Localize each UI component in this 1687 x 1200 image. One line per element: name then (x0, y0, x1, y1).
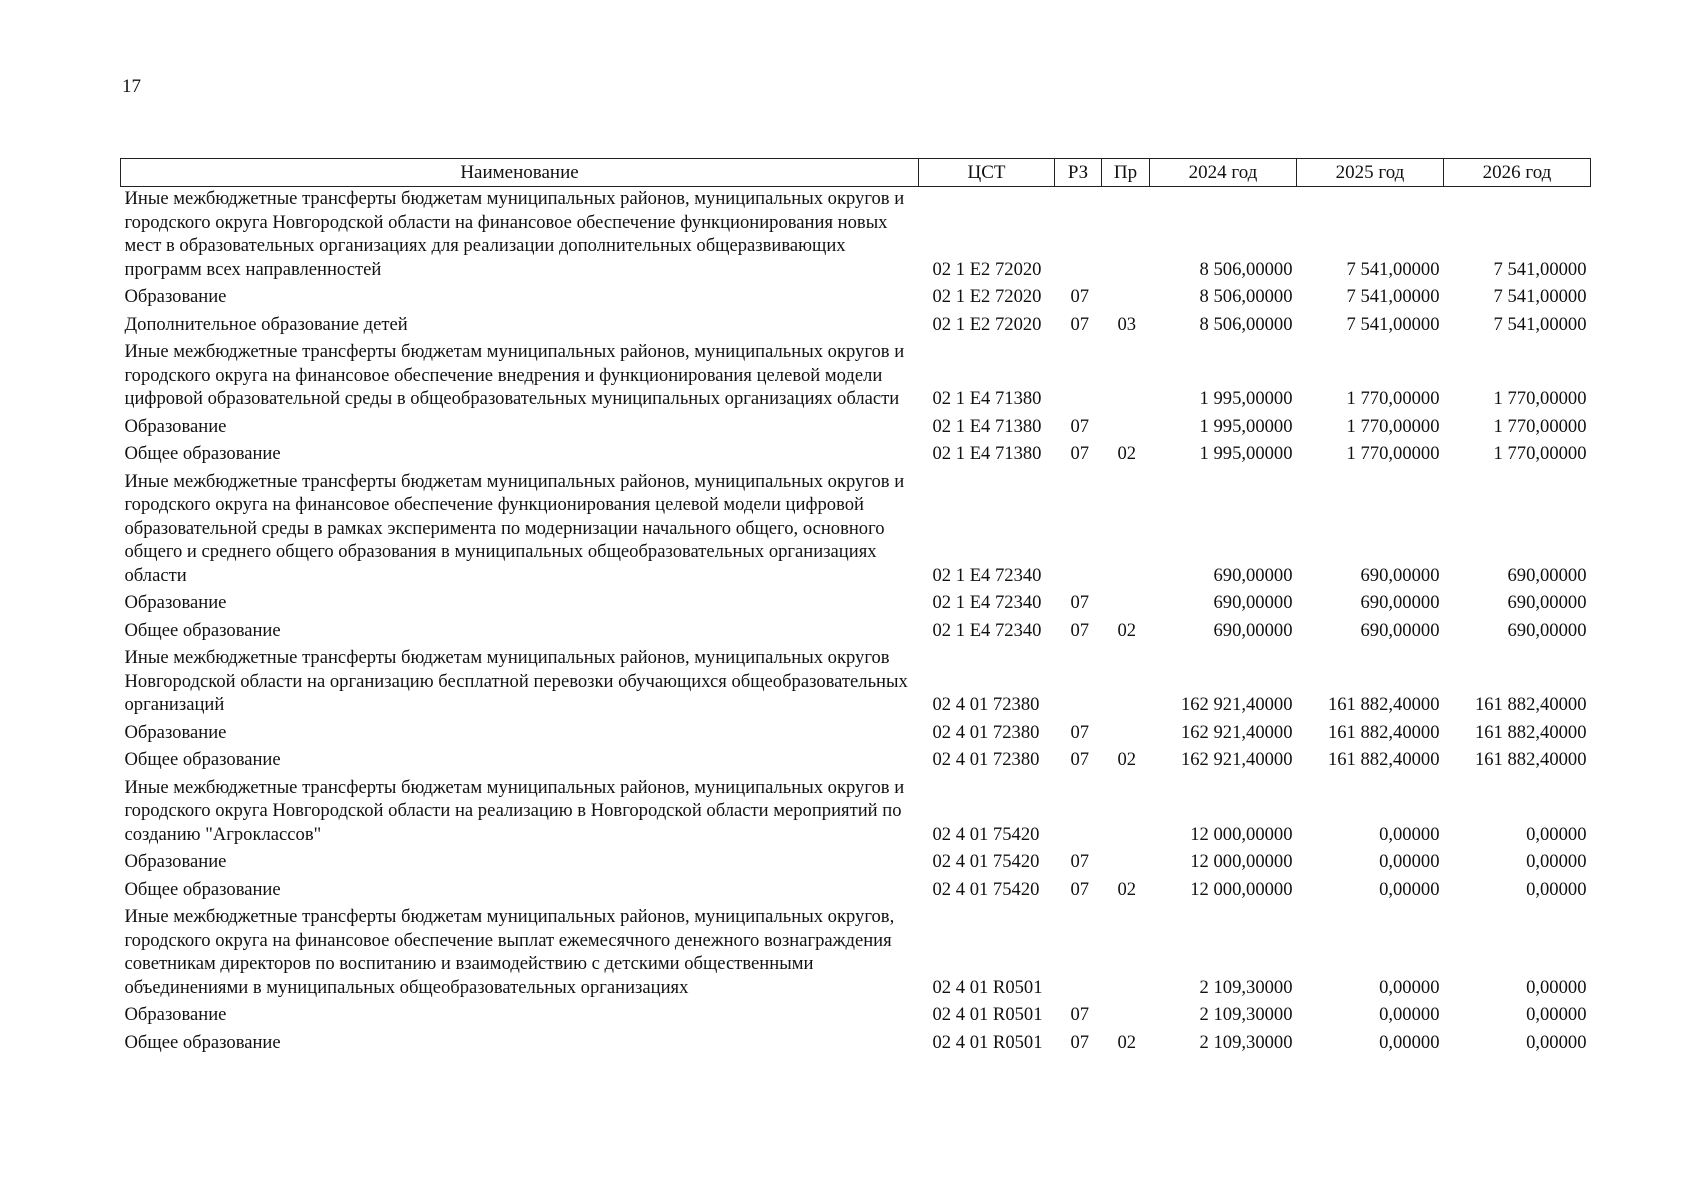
table-row (121, 470, 1591, 592)
row-value-2025: 161 882,40000 (1327, 694, 1440, 715)
row-pr: 03 (1117, 313, 1137, 335)
row-value-2024: 8 506,00000 (1199, 313, 1293, 335)
table-row (121, 1003, 1591, 1031)
row-name: Общее образование (124, 878, 281, 900)
row-value-2025: 7 541,00000 (1346, 286, 1440, 307)
row-pr: 02 (1117, 443, 1137, 464)
header-2026: 2026 год (1444, 159, 1591, 187)
row-value-2025: 1 770,00000 (1346, 443, 1440, 464)
row-name: Общее образование (124, 1031, 281, 1053)
row-rz (1055, 470, 1102, 592)
table-header-row (121, 159, 1591, 187)
row-rz (1055, 187, 1102, 286)
table-row (121, 415, 1591, 443)
header-name: Наименование (121, 159, 919, 187)
row-cst: 02 1 Е4 71380 (932, 443, 1042, 464)
row-name: Иные межбюджетные трансферты бюджетам муниципальных районов, муниципальных округов, городского округа на финансовое обеспечение выплат ежемесячного денежного вознаграждения советникам директоров по воспитанию и взаимодействию с детскими общественными объединениями в муниципальных общеобразовательных организациях (124, 906, 895, 998)
row-name: Образование (124, 851, 227, 872)
row-value-2026: 7 541,00000 (1493, 258, 1587, 280)
row-value-2024: 2 109,30000 (1199, 976, 1293, 998)
row-value-2026: 161 882,40000 (1474, 694, 1587, 715)
row-cst: 02 4 01 72380 (932, 721, 1040, 743)
row-value-2025: 161 882,40000 (1327, 721, 1440, 743)
row-pr (1102, 905, 1150, 1003)
row-cst: 02 4 01 75420 (932, 851, 1040, 872)
row-pr (1102, 591, 1150, 619)
row-cst: 02 4 01 R0501 (932, 1004, 1043, 1025)
row-value-2025: 0,00000 (1379, 1004, 1440, 1025)
row-value-2024: 12 000,00000 (1190, 823, 1293, 845)
table-row (121, 591, 1591, 619)
table-row (121, 1031, 1591, 1059)
header-cst: ЦСТ (919, 159, 1055, 187)
row-pr: 02 (1117, 749, 1137, 770)
row-cst: 02 4 01 75420 (932, 823, 1040, 845)
row-value-2025: 7 541,00000 (1346, 258, 1440, 280)
row-value-2025: 690,00000 (1360, 619, 1440, 641)
table-row (121, 748, 1591, 776)
row-value-2024: 162 921,40000 (1180, 694, 1293, 715)
page-number: 17 (122, 76, 141, 97)
row-rz: 07 (1070, 721, 1090, 743)
row-value-2026: 0,00000 (1526, 976, 1587, 998)
header-rz: РЗ (1055, 159, 1102, 187)
row-cst: 02 4 01 75420 (932, 878, 1040, 900)
row-cst: 02 1 Е4 71380 (932, 415, 1042, 437)
row-value-2025: 0,00000 (1379, 976, 1440, 998)
table-row (121, 285, 1591, 313)
header-pr: Пр (1102, 159, 1150, 187)
row-name: Иные межбюджетные трансферты бюджетам муниципальных районов, муниципальных округов и городского округа на финансовое обеспечение внедрения и функционирования целевой модели цифровой образовательной среды в общеобразовательных муниципальных организациях области (124, 341, 905, 409)
row-name: Иные межбюджетные трансферты бюджетам муниципальных районов, муниципальных округов и городского округа Новгородской области на финансовое обеспечение функционирования новых мест в образовательных организациях для реализации дополнительных общеразвивающих программ всех направленностей (124, 188, 905, 280)
row-rz: 07 (1070, 851, 1090, 872)
row-name: Образование (124, 1004, 227, 1025)
row-name: Иные межбюджетные трансферты бюджетам муниципальных районов, муниципальных округов и городского округа на финансовое обеспечение функционирования целевой модели цифровой образовательной среды в рамках эксперимента по модернизации начального общего, основного общего и среднего общего образования в муниципальных общеобразовательных организациях области (124, 470, 905, 586)
row-value-2024: 690,00000 (1213, 592, 1293, 613)
row-name: Образование (124, 286, 227, 307)
table-row (121, 905, 1591, 1003)
table-row (121, 646, 1591, 721)
row-rz (1055, 905, 1102, 1003)
row-name: Образование (124, 415, 227, 437)
table-row (121, 776, 1591, 851)
row-value-2025: 7 541,00000 (1346, 313, 1440, 335)
row-name: Образование (124, 592, 227, 613)
row-value-2026: 690,00000 (1507, 592, 1587, 613)
row-value-2024: 1 995,00000 (1199, 443, 1293, 464)
row-value-2025: 1 770,00000 (1346, 388, 1440, 409)
row-value-2025: 1 770,00000 (1346, 415, 1440, 437)
row-rz: 07 (1070, 1031, 1090, 1053)
table-row (121, 340, 1591, 415)
row-cst: 02 4 01 72380 (932, 749, 1040, 770)
row-value-2026: 1 770,00000 (1493, 415, 1587, 437)
row-rz (1055, 776, 1102, 851)
row-value-2026: 690,00000 (1507, 564, 1587, 586)
row-value-2026: 0,00000 (1526, 851, 1587, 872)
row-pr (1102, 187, 1150, 286)
row-pr (1102, 850, 1150, 878)
row-cst: 02 1 Е4 72340 (932, 619, 1042, 641)
row-pr (1102, 285, 1150, 313)
row-value-2026: 7 541,00000 (1493, 313, 1587, 335)
table-row (121, 721, 1591, 749)
row-value-2026: 690,00000 (1507, 619, 1587, 641)
row-value-2024: 8 506,00000 (1199, 286, 1293, 307)
row-value-2025: 0,00000 (1379, 823, 1440, 845)
row-value-2024: 8 506,00000 (1199, 258, 1293, 280)
row-rz: 07 (1070, 443, 1090, 464)
table-row (121, 442, 1591, 470)
row-rz: 07 (1070, 619, 1090, 641)
row-pr: 02 (1117, 619, 1137, 641)
row-value-2025: 161 882,40000 (1327, 749, 1440, 770)
row-name: Образование (124, 721, 227, 743)
row-value-2025: 0,00000 (1379, 1031, 1440, 1053)
row-value-2026: 0,00000 (1526, 1031, 1587, 1053)
row-cst: 02 1 Е4 72340 (932, 564, 1042, 586)
row-pr (1102, 776, 1150, 851)
row-value-2024: 12 000,00000 (1190, 851, 1293, 872)
row-value-2025: 0,00000 (1379, 878, 1440, 900)
row-name: Иные межбюджетные трансферты бюджетам муниципальных районов, муниципальных округов и городского округа Новгородской области на реализацию в Новгородской области мероприятий по созданию "Агроклассов" (124, 776, 905, 845)
row-name: Общее образование (124, 619, 281, 641)
row-value-2024: 690,00000 (1213, 564, 1293, 586)
row-rz: 07 (1070, 749, 1090, 770)
row-name: Общее образование (124, 443, 281, 464)
row-value-2024: 162 921,40000 (1180, 721, 1293, 743)
row-value-2026: 0,00000 (1526, 1004, 1587, 1025)
row-cst: 02 4 01 72380 (932, 694, 1040, 715)
row-rz: 07 (1070, 286, 1090, 307)
row-value-2024: 690,00000 (1213, 619, 1293, 641)
row-value-2026: 161 882,40000 (1474, 749, 1587, 770)
row-rz: 07 (1070, 1004, 1090, 1025)
row-rz: 07 (1070, 878, 1090, 900)
header-2024: 2024 год (1150, 159, 1297, 187)
row-cst: 02 4 01 R0501 (932, 976, 1043, 998)
row-cst: 02 1 Е2 72020 (932, 313, 1042, 335)
row-pr (1102, 470, 1150, 592)
table-row (121, 850, 1591, 878)
row-value-2025: 690,00000 (1360, 564, 1440, 586)
row-value-2026: 7 541,00000 (1493, 286, 1587, 307)
row-name: Иные межбюджетные трансферты бюджетам муниципальных районов, муниципальных округов Новгородской области на организацию бесплатной перевозки обучающихся общеобразовательных организаций (124, 647, 908, 715)
row-pr (1102, 721, 1150, 749)
row-value-2024: 1 995,00000 (1199, 415, 1293, 437)
table-row (121, 619, 1591, 647)
row-name: Дополнительное образование детей (124, 313, 408, 335)
header-2025: 2025 год (1297, 159, 1444, 187)
row-value-2026: 1 770,00000 (1493, 388, 1587, 409)
row-pr (1102, 1003, 1150, 1031)
row-rz: 07 (1070, 313, 1090, 335)
row-cst: 02 1 Е4 72340 (932, 592, 1042, 613)
row-value-2024: 162 921,40000 (1180, 749, 1293, 770)
row-value-2025: 690,00000 (1360, 592, 1440, 613)
row-pr: 02 (1117, 878, 1137, 900)
row-cst: 02 1 Е4 71380 (932, 388, 1042, 409)
row-value-2026: 161 882,40000 (1474, 721, 1587, 743)
table-row (121, 187, 1591, 286)
table-row (121, 313, 1591, 341)
row-value-2026: 1 770,00000 (1493, 443, 1587, 464)
row-cst: 02 1 Е2 72020 (932, 286, 1042, 307)
row-rz: 07 (1070, 415, 1090, 437)
row-value-2026: 0,00000 (1526, 823, 1587, 845)
row-value-2026: 0,00000 (1526, 878, 1587, 900)
row-value-2024: 2 109,30000 (1199, 1031, 1293, 1053)
row-pr (1102, 415, 1150, 443)
row-rz: 07 (1070, 592, 1090, 613)
row-cst: 02 4 01 R0501 (932, 1031, 1043, 1053)
row-value-2024: 12 000,00000 (1190, 878, 1293, 900)
row-rz (1055, 340, 1102, 415)
row-cst: 02 1 Е2 72020 (932, 258, 1042, 280)
row-pr (1102, 340, 1150, 415)
table-body (121, 187, 1591, 1059)
row-name: Общее образование (124, 749, 281, 770)
table-row (121, 878, 1591, 906)
row-value-2025: 0,00000 (1379, 851, 1440, 872)
row-value-2024: 2 109,30000 (1199, 1004, 1293, 1025)
row-value-2024: 1 995,00000 (1199, 388, 1293, 409)
row-pr: 02 (1117, 1031, 1137, 1053)
row-pr (1102, 646, 1150, 721)
row-rz (1055, 646, 1102, 721)
budget-table (120, 158, 1591, 1058)
